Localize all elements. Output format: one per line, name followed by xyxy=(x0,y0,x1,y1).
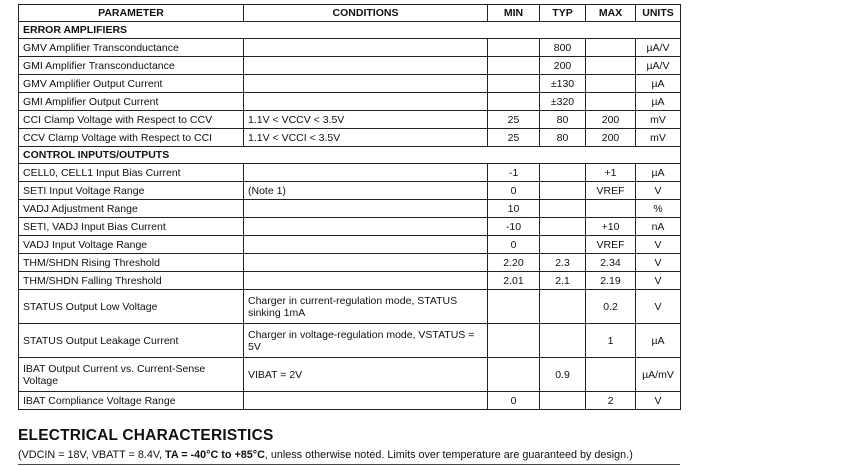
cell-parameter: VADJ Input Voltage Range xyxy=(19,236,244,254)
table-header-row xyxy=(19,5,681,22)
cell-typ xyxy=(540,392,586,410)
cell-conditions xyxy=(244,236,488,254)
cell-typ: 2.1 xyxy=(540,272,586,290)
cell-typ xyxy=(540,236,586,254)
header-max: MAX xyxy=(586,5,636,22)
cell-min: 25 xyxy=(488,111,540,129)
cell-max: +1 xyxy=(586,164,636,182)
table-row xyxy=(19,290,681,324)
cell-min: 10 xyxy=(488,200,540,218)
cell-conditions xyxy=(244,218,488,236)
table-row xyxy=(19,324,681,358)
table-row xyxy=(19,236,681,254)
cell-units: nA xyxy=(636,218,681,236)
cell-max xyxy=(586,39,636,57)
cell-max: 2.34 xyxy=(586,254,636,272)
cell-parameter: IBAT Output Current vs. Current-Sense Voltage xyxy=(19,358,244,392)
cell-conditions: Charger in voltage-regulation mode, VSTATUS = 5V xyxy=(244,324,488,358)
cell-parameter: IBAT Compliance Voltage Range xyxy=(19,392,244,410)
table-row xyxy=(19,272,681,290)
cell-max: 200 xyxy=(586,111,636,129)
cell-typ xyxy=(540,218,586,236)
cell-min xyxy=(488,93,540,111)
table-row xyxy=(19,254,681,272)
cell-typ xyxy=(540,164,586,182)
cell-typ: 80 xyxy=(540,111,586,129)
cell-conditions xyxy=(244,164,488,182)
cell-min: 0 xyxy=(488,392,540,410)
cell-conditions: (Note 1) xyxy=(244,182,488,200)
header-min: MIN xyxy=(488,5,540,22)
cell-min: 0 xyxy=(488,182,540,200)
cell-typ xyxy=(540,290,586,324)
cell-parameter: GMV Amplifier Transconductance xyxy=(19,39,244,57)
electrical-characteristics-table xyxy=(18,4,681,410)
table-row xyxy=(19,75,681,93)
cell-units: V xyxy=(636,290,681,324)
cell-max: 1 xyxy=(586,324,636,358)
cell-min: -1 xyxy=(488,164,540,182)
cell-conditions: VIBAT = 2V xyxy=(244,358,488,392)
cell-typ: 80 xyxy=(540,129,586,147)
header-units: UNITS xyxy=(636,5,681,22)
cell-conditions xyxy=(244,93,488,111)
cell-parameter: THM/SHDN Rising Threshold xyxy=(19,254,244,272)
cell-conditions xyxy=(244,200,488,218)
table-row xyxy=(19,200,681,218)
cell-conditions: 1.1V < VCCV < 3.5V xyxy=(244,111,488,129)
section-heading: ELECTRICAL CHARACTERISTICS xyxy=(18,427,274,444)
cell-conditions xyxy=(244,392,488,410)
cell-typ: 200 xyxy=(540,57,586,75)
cell-max: 0.2 xyxy=(586,290,636,324)
cell-parameter: GMV Amplifier Output Current xyxy=(19,75,244,93)
cell-parameter: STATUS Output Low Voltage xyxy=(19,290,244,324)
cell-min: 0 xyxy=(488,236,540,254)
cell-typ: ±130 xyxy=(540,75,586,93)
cell-parameter: CCI Clamp Voltage with Respect to CCV xyxy=(19,111,244,129)
cell-units: mV xyxy=(636,111,681,129)
cell-min: 2.20 xyxy=(488,254,540,272)
cell-max: VREF xyxy=(586,182,636,200)
conditions-temperature: TA = -40°C to +85°C xyxy=(165,449,265,461)
cell-units: µA/mV xyxy=(636,358,681,392)
table-row xyxy=(19,358,681,392)
table-row xyxy=(19,164,681,182)
cell-min xyxy=(488,57,540,75)
cell-max: 2.19 xyxy=(586,272,636,290)
header-conditions: CONDITIONS xyxy=(244,5,488,22)
conditions-suffix: , unless otherwise noted. Limits over temperature are guaranteed by design.) xyxy=(264,449,633,461)
cell-units: % xyxy=(636,200,681,218)
cell-units: µA xyxy=(636,164,681,182)
cell-max: 2 xyxy=(586,392,636,410)
cell-conditions xyxy=(244,272,488,290)
cell-units: mV xyxy=(636,129,681,147)
cell-units: V xyxy=(636,254,681,272)
table-row xyxy=(19,392,681,410)
cell-max xyxy=(586,75,636,93)
cell-max xyxy=(586,57,636,75)
cell-units: V xyxy=(636,182,681,200)
section-row xyxy=(19,147,681,164)
divider xyxy=(18,464,680,465)
header-parameter: PARAMETER xyxy=(19,5,244,22)
cell-parameter: VADJ Adjustment Range xyxy=(19,200,244,218)
cell-parameter: STATUS Output Leakage Current xyxy=(19,324,244,358)
cell-max: 200 xyxy=(586,129,636,147)
cell-max: +10 xyxy=(586,218,636,236)
cell-parameter: GMI Amplifier Transconductance xyxy=(19,57,244,75)
cell-conditions xyxy=(244,254,488,272)
cell-min xyxy=(488,324,540,358)
cell-parameter: GMI Amplifier Output Current xyxy=(19,93,244,111)
cell-typ: 2.3 xyxy=(540,254,586,272)
cell-min xyxy=(488,290,540,324)
section-control-io: CONTROL INPUTS/OUTPUTS xyxy=(19,147,681,164)
cell-units: µA xyxy=(636,93,681,111)
cell-conditions xyxy=(244,57,488,75)
cell-min: -10 xyxy=(488,218,540,236)
header-typ: TYP xyxy=(540,5,586,22)
cell-parameter: SETI Input Voltage Range xyxy=(19,182,244,200)
table-row xyxy=(19,39,681,57)
cell-min: 25 xyxy=(488,129,540,147)
conditions-prefix: (VDCIN = 18V, VBATT = 8.4V, xyxy=(18,449,166,461)
table-row xyxy=(19,218,681,236)
table-row xyxy=(19,129,681,147)
cell-parameter: CCV Clamp Voltage with Respect to CCI xyxy=(19,129,244,147)
cell-parameter: CELL0, CELL1 Input Bias Current xyxy=(19,164,244,182)
table-row xyxy=(19,93,681,111)
cell-typ xyxy=(540,324,586,358)
cell-typ: ±320 xyxy=(540,93,586,111)
table-row xyxy=(19,57,681,75)
cell-min xyxy=(488,75,540,93)
section-error-amplifiers: ERROR AMPLIFIERS xyxy=(19,22,681,39)
cell-units: µA xyxy=(636,324,681,358)
cell-units: V xyxy=(636,392,681,410)
cell-typ xyxy=(540,182,586,200)
table-row xyxy=(19,182,681,200)
cell-typ xyxy=(540,200,586,218)
cell-max xyxy=(586,93,636,111)
cell-conditions: Charger in current-regulation mode, STATUS sinking 1mA xyxy=(244,290,488,324)
cell-conditions xyxy=(244,75,488,93)
table-row xyxy=(19,111,681,129)
cell-units: µA/V xyxy=(636,57,681,75)
cell-conditions xyxy=(244,39,488,57)
cell-max xyxy=(586,200,636,218)
cell-min xyxy=(488,358,540,392)
cell-max xyxy=(586,358,636,392)
cell-units: V xyxy=(636,272,681,290)
cell-units: V xyxy=(636,236,681,254)
test-conditions-line xyxy=(18,449,633,461)
cell-conditions: 1.1V < VCCI < 3.5V xyxy=(244,129,488,147)
cell-min xyxy=(488,39,540,57)
cell-units: µA xyxy=(636,75,681,93)
cell-parameter: SETI, VADJ Input Bias Current xyxy=(19,218,244,236)
cell-max: VREF xyxy=(586,236,636,254)
cell-min: 2.01 xyxy=(488,272,540,290)
cell-typ: 800 xyxy=(540,39,586,57)
cell-typ: 0.9 xyxy=(540,358,586,392)
cell-units: µA/V xyxy=(636,39,681,57)
cell-parameter: THM/SHDN Falling Threshold xyxy=(19,272,244,290)
section-row xyxy=(19,22,681,39)
